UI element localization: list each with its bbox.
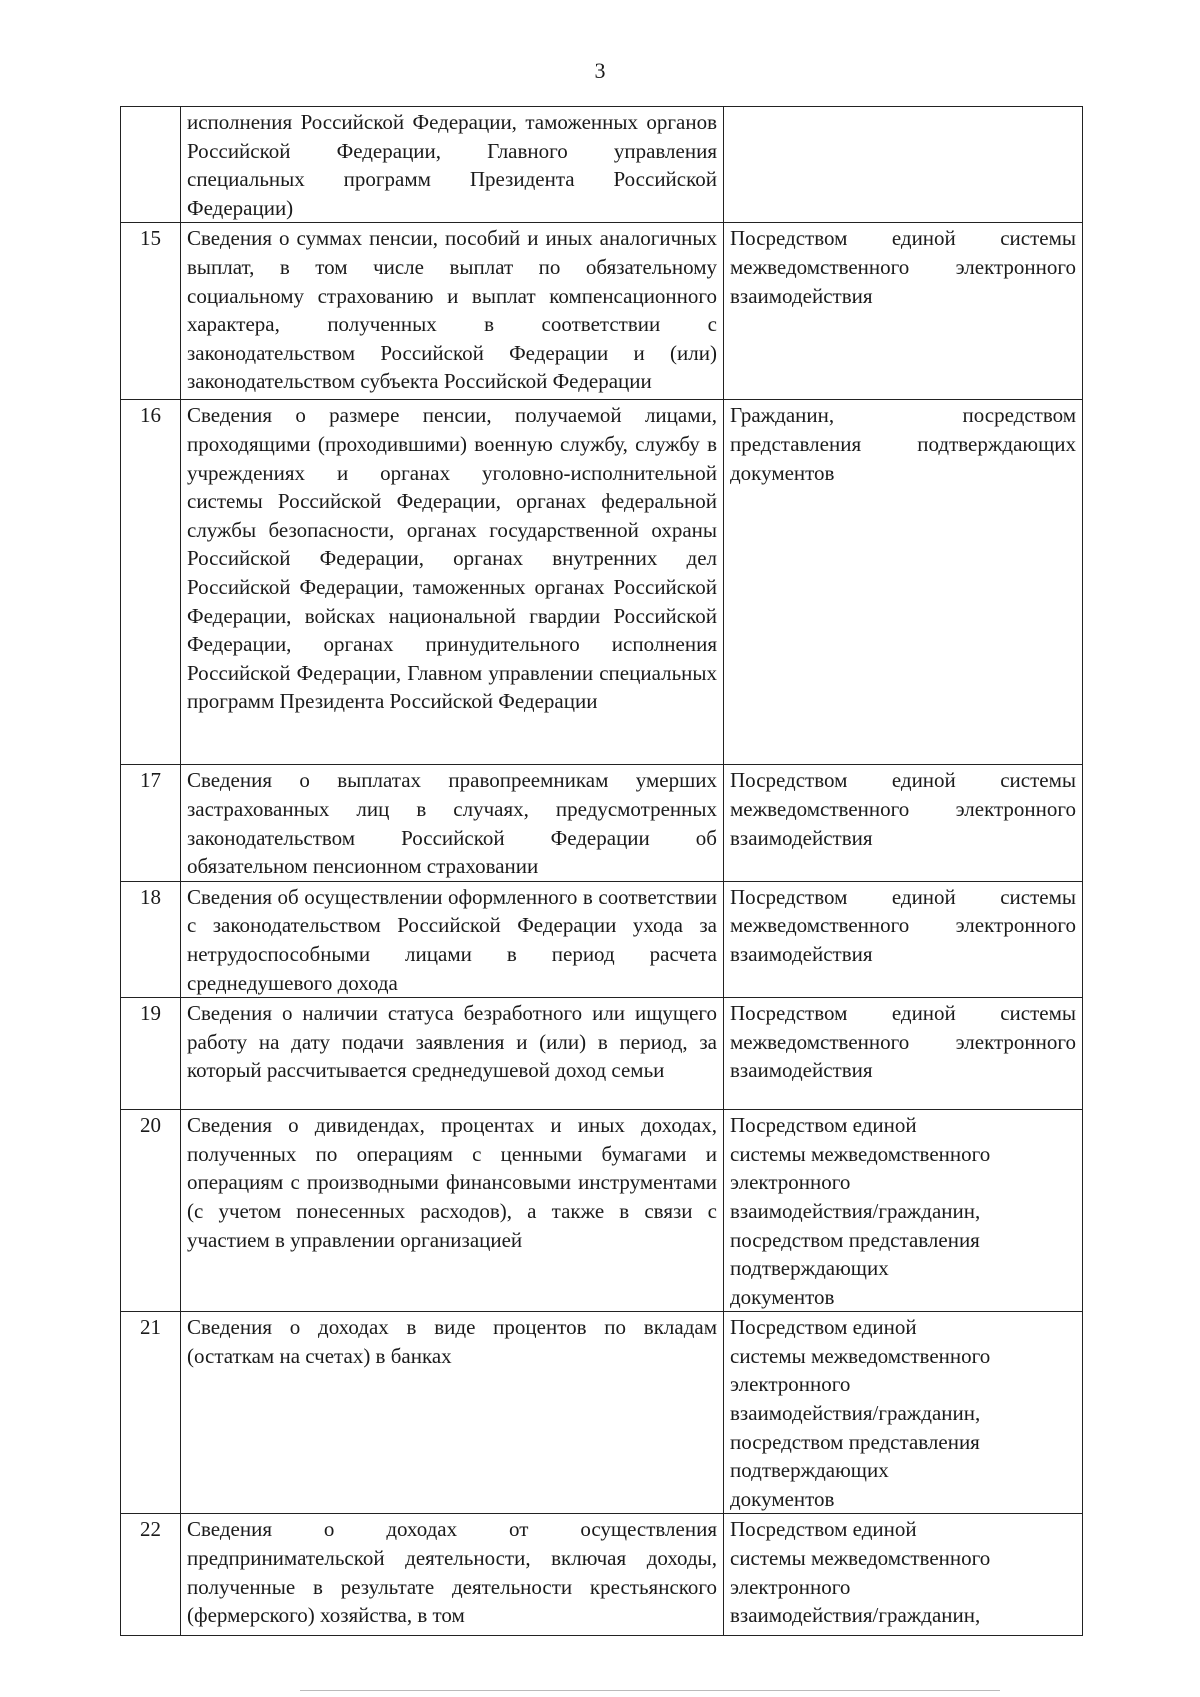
row-description: Сведения о размере пенсии, получаемой лицами, проходящими (проходившими) военную службу, службу в учреждениях и органах уголовно-исполнительной системы Российской Федерации, органах федеральной службы безопасности, органах государственной охраны Российской Федерации, органах внутренних дел Российской Федерации, таможенных органах Российской Федерации, войсках национальной гвардии Российской Федерации, органах принудительного исполнения Российской Федерации, Главном управлении специальных программ Президента Российской Федерации [181,400,724,765]
table-row [121,1110,1083,1312]
source-line: документов [730,1486,835,1511]
row-number: 22 [121,1514,181,1636]
source-line: посредством представления [730,1429,980,1454]
documents-table [120,106,1083,1636]
row-source: Гражданин, посредством представления подтверждающих документов [724,400,1083,765]
table-row [121,1514,1083,1636]
row-description: Сведения о наличии статуса безработного или ищущего работу на дату подачи заявления и (или) в период, за который рассчитывается среднедушевой доход семьи [181,998,724,1110]
row-source: Посредством единой системы межведомственного электронного взаимодействия [724,765,1083,881]
source-line: электронного [730,1372,851,1397]
table-row [121,400,1083,765]
row-source [724,107,1083,223]
row-number: 17 [121,765,181,881]
page-number: 3 [594,58,606,83]
bottom-divider [300,1690,1000,1691]
row-source: Посредством единой системы межведомственного электронного взаимодействия [724,881,1083,997]
row-description: Сведения о суммах пенсии, пособий и иных аналогичных выплат, в том числе выплат по обязательному социальному страхованию и выплат компенсационного характера, полученных в соответствии с законодательством Российской Федерации и (или) законодательством субъекта Российской Федерации [181,223,724,400]
source-line: Посредством единой [730,1517,917,1542]
row-number: 21 [121,1312,181,1514]
row-source: Посредством единой системы межведомственного электронного взаимодействия [724,223,1083,400]
table-row [121,998,1083,1110]
table-row [121,1312,1083,1514]
source-line: электронного [730,1170,851,1195]
source-line: Посредством единой [730,1315,917,1340]
row-number [121,107,181,223]
row-source [724,1514,1083,1636]
row-description: Сведения о доходах от осуществления предпринимательской деятельности, включая доходы, полученные в результате деятельности крестьянского (фермерского) хозяйства, в том [181,1514,724,1636]
source-line: документов [730,1284,835,1309]
row-number: 16 [121,400,181,765]
row-source [724,1110,1083,1312]
row-description: Сведения о доходах в виде процентов по вкладам (остаткам на счетах) в банках [181,1312,724,1514]
source-line: подтверждающих [730,1458,889,1483]
table-row [121,223,1083,400]
source-line: взаимодействия/гражданин, [730,1401,981,1426]
source-line: системы межведомственного [730,1343,991,1368]
row-number: 19 [121,998,181,1110]
row-description: исполнения Российской Федерации, таможенных органов Российской Федерации, Главного управления специальных программ Президента Российской Федерации) [181,107,724,223]
table-row [121,107,1083,223]
table-row [121,881,1083,997]
source-line: электронного [730,1574,851,1599]
source-line: системы межведомственного [730,1141,991,1166]
row-number: 18 [121,881,181,997]
source-line: посредством представления [730,1227,980,1252]
table-row [121,765,1083,881]
source-line: подтверждающих [730,1256,889,1281]
row-source: Посредством единой системы межведомственного электронного взаимодействия [724,998,1083,1110]
row-description: Сведения о выплатах правопреемникам умерших застрахованных лиц в случаях, предусмотренных законодательством Российской Федерации об обязательном пенсионном страховании [181,765,724,881]
source-line: взаимодействия/гражданин, [730,1198,981,1223]
row-source [724,1312,1083,1514]
source-line: системы межведомственного [730,1546,991,1571]
source-line: взаимодействия/гражданин, [730,1603,981,1628]
row-number: 20 [121,1110,181,1312]
row-description: Сведения о дивидендах, процентах и иных доходах, полученных по операциям с ценными бумагами и операциям с производными финансовыми инструментами (с учетом понесенных расходов), а также в связи с участием в управлении организацией [181,1110,724,1312]
source-line: Посредством единой [730,1113,917,1138]
row-description: Сведения об осуществлении оформленного в соответствии с законодательством Российской Федерации ухода за нетрудоспособными лицами в период расчета среднедушевого дохода [181,881,724,997]
row-number: 15 [121,223,181,400]
